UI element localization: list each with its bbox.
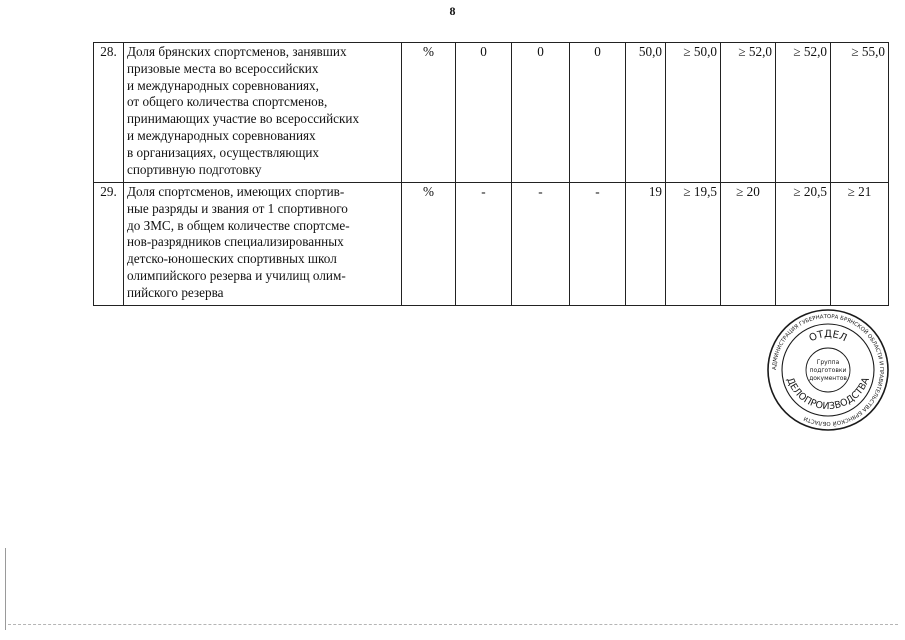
description-line: Доля брянских спортсменов, занявших — [127, 44, 347, 59]
value-cell: ≥ 52,0 — [721, 43, 776, 183]
stamp-center-line: документов — [809, 375, 847, 382]
table-row — [94, 183, 889, 306]
value-cell: - — [570, 183, 626, 306]
stamp-center-line: Группа — [816, 359, 840, 366]
value-cell: ≥ 50,0 — [666, 43, 721, 183]
stamp-outer-ring-text: АДМИНИСТРАЦИЯ ГУБЕРНАТОРА БРЯНСКОЙ ОБЛАСТИ И ПРАВИТЕЛЬСТВА БРЯНСКОЙ ОБЛАСТИ — [771, 313, 885, 427]
description-line: в организациях, осуществляющих — [127, 144, 320, 160]
indicators-table — [93, 42, 889, 306]
description-line: спортивную подготовку — [127, 161, 262, 177]
value-cell: ≥ 55,0 — [831, 43, 889, 183]
page-number: 8 — [449, 4, 456, 18]
unit-cell: % — [402, 43, 456, 183]
stamp-center-line: подготовки — [809, 367, 847, 374]
value-cell: ≥ 52,0 — [776, 43, 831, 183]
description-line: до ЗМС, в общем количестве спортсме- — [127, 217, 350, 233]
office-stamp — [766, 308, 890, 432]
indicator-description — [124, 183, 402, 306]
row-number: 29. — [94, 183, 124, 306]
description-line: детско-юношеских спортивных школ — [127, 251, 337, 267]
scan-noise-line — [8, 624, 898, 625]
stamp-bottom-arc-text: ДЕЛОПРОИЗВОДСТВА — [784, 375, 872, 413]
description-line: ные разряды и звания от 1 спортивного — [127, 200, 348, 216]
indicator-description — [124, 43, 402, 183]
description-line: принимающих участие во всероссийских — [127, 111, 360, 127]
description-line: Доля спортсменов, имеющих спортив- — [127, 184, 345, 199]
description-line: нов-разрядников специализированных — [127, 234, 344, 250]
description-line: олимпийского резерва и училищ олим- — [127, 267, 346, 283]
stamp-top-arc-text: ОТДЕЛ — [807, 328, 849, 345]
value-cell: 50,0 — [626, 43, 666, 183]
scan-edge-mark — [5, 548, 6, 630]
value-cell: 0 — [570, 43, 626, 183]
value-cell: 0 — [456, 43, 512, 183]
description-line: и международных соревнованиях, — [127, 77, 319, 93]
table-row — [94, 43, 889, 183]
value-cell: 0 — [512, 43, 570, 183]
value-cell: ≥ 21 — [831, 183, 889, 306]
description-line: и международных соревнованиях — [127, 127, 316, 143]
value-cell: - — [456, 183, 512, 306]
unit-cell: % — [402, 183, 456, 306]
value-cell: 19 — [626, 183, 666, 306]
description-line: от общего количества спортсменов, — [127, 94, 328, 110]
description-line: призовые места во всероссийских — [127, 60, 319, 76]
description-line: пийского резерва — [127, 284, 224, 300]
value-cell: ≥ 19,5 — [666, 183, 721, 306]
value-cell: ≥ 20,5 — [776, 183, 831, 306]
row-number: 28. — [94, 43, 124, 183]
value-cell: ≥ 20 — [721, 183, 776, 306]
value-cell: - — [512, 183, 570, 306]
